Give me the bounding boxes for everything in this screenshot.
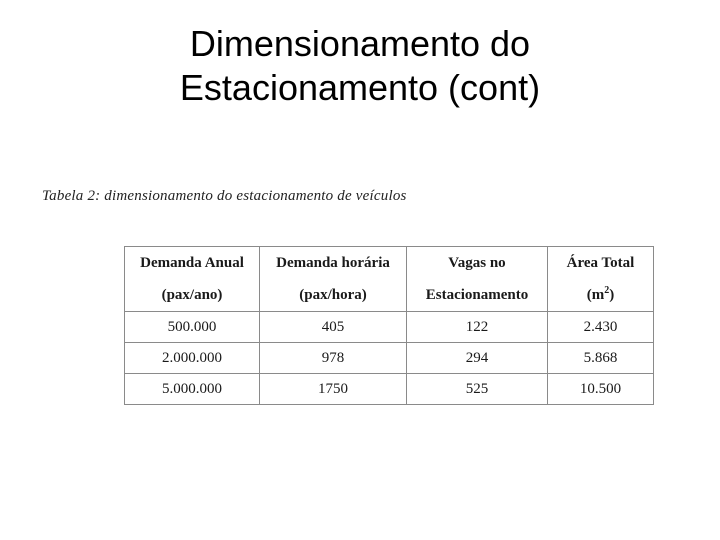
cell-total-area: 2.430 [548, 312, 654, 343]
cell-parking-spaces: 525 [407, 374, 548, 405]
slide-title [0, 22, 720, 110]
parking-dimensioning-table [124, 246, 654, 405]
cell-total-area: 5.868 [548, 343, 654, 374]
column-header-parking-spaces: Vagas no Estacionamento [407, 247, 548, 312]
cell-hourly-demand: 405 [260, 312, 407, 343]
table-row [125, 374, 654, 405]
cell-annual-demand: 500.000 [125, 312, 260, 343]
table-caption: Tabela 2: dimensionamento do estacionamento de veículos [42, 188, 407, 204]
cell-parking-spaces: 294 [407, 343, 548, 374]
column-header-annual-demand: Demanda Anual (pax/ano) [125, 247, 260, 312]
column-header-hourly-demand: Demanda horária (pax/hora) [260, 247, 407, 312]
cell-hourly-demand: 978 [260, 343, 407, 374]
slide-title-line-1: Dimensionamento do [189, 23, 531, 64]
column-header-total-area: Área Total $(m^2)$ [548, 247, 654, 312]
cell-total-area: 10.500 [548, 374, 654, 405]
cell-parking-spaces: 122 [407, 312, 548, 343]
cell-hourly-demand: 1750 [260, 374, 407, 405]
cell-annual-demand: 2.000.000 [125, 343, 260, 374]
cell-annual-demand: 5.000.000 [125, 374, 260, 405]
table-row [125, 312, 654, 343]
slide-title-line-2: Estacionamento (cont) [179, 67, 541, 108]
table-row [125, 343, 654, 374]
table-header-row [125, 247, 654, 312]
